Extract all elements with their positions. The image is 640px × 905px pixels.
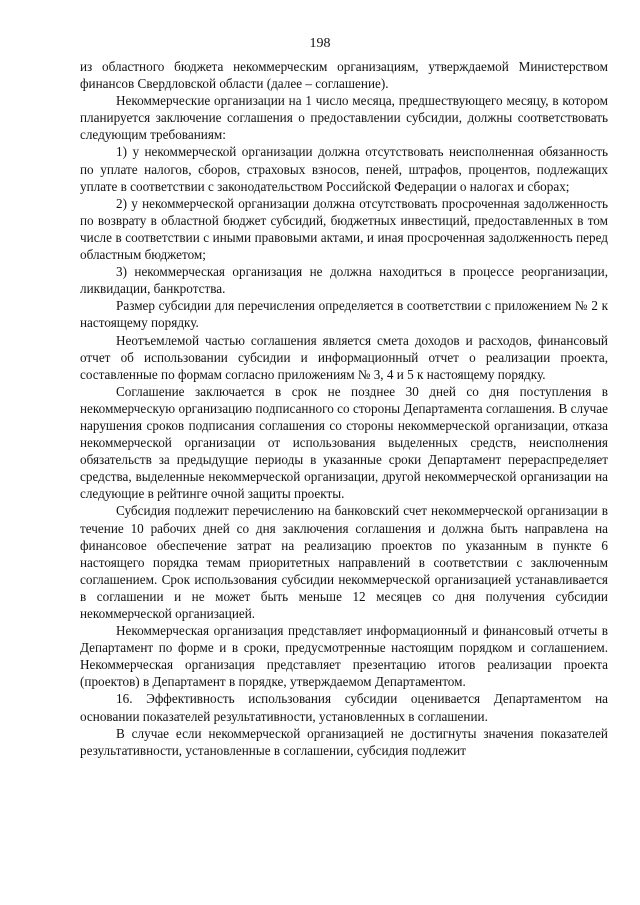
document-body — [80, 58, 608, 759]
paragraph-agreement-term: Соглашение заключается в срок не позднее 30 дней со дня поступления в некоммерческую организацию подписанного со стороны Департамента соглашения. В случае нарушения сроков подписания соглашения со стороны некоммерческой организации, отказа некоммерческой организации от использования выделенных средств, неисполнения обязательств за предыдущие периоды в указанные сроки Департамент перераспределяет средства, выделенные некоммерческой организации, другой некоммерческой организации на следующие в рейтинге очной защиты проекты. — [80, 383, 608, 502]
paragraph-requirement-1: 1) у некоммерческой организации должна отсутствовать неисполненная обязанность по уплате налогов, сборов, страховых взносов, пеней, штрафов, процентов, подлежащих уплате в соответствии с законодательством Российской Федерации о налогах и сборах; — [80, 144, 608, 194]
paragraph-agreement-annexes: Неотъемлемой частью соглашения является смета доходов и расходов, финансовый отчет об использовании субсидии и информационный отчет о реализации проекта, составленные по формам согласно приложениям № 3, 4 и 5 к настоящему порядку. — [80, 332, 608, 382]
paragraph-requirement-3: 3) некоммерческая организация не должна находиться в процессе реорганизации, ликвидации, банкротства. — [80, 264, 608, 297]
paragraph-requirement-2: 2) у некоммерческой организации должна отсутствовать просроченная задолженность по возврату в областной бюджет субсидий, бюджетных инвестиций, предоставленных в том числе в соответствии с иными правовыми актами, и иная просроченная задолженность перед областным бюджетом; — [80, 195, 608, 263]
paragraph-reporting: Некоммерческая организация представляет информационный и финансовый отчеты в Департамент по форме и в сроки, предусмотренные настоящим порядком и соглашением. Некоммерческая организация представляет презентацию итогов реализации проекта (проектов) в Департамент в порядке, утверждаемом Департаментом. — [80, 623, 608, 690]
paragraph-subsidy-transfer: Субсидия подлежит перечислению на банковский счет некоммерческой организации в течение 10 рабочих дней со дня заключения соглашения и должна быть направлена на финансовое обеспечение затрат на реализацию проектов по указанным в пункте 6 настоящего порядка темам приоритетных направлений в соответствии с заключенным соглашением. Срок использования субсидии некоммерческой организацией устанавливается в соглашении и не может быть меньше 12 месяцев со дня получения субсидии некоммерческой организацией. — [80, 503, 608, 621]
paragraph-subsidy-amount: Размер субсидии для перечисления определяется в соответствии с приложением № 2 к настоящему порядку. — [80, 298, 608, 331]
page-number: 198 — [309, 36, 331, 51]
paragraph-requirements-intro: Некоммерческие организации на 1 число месяца, предшествующего месяцу, в котором планируется заключение соглашения о предоставлении субсидии, должны соответствовать следующим требованиям: — [80, 93, 608, 143]
paragraph-indicators-not-met: В случае если некоммерческой организацией не достигнуты значения показателей результативности, установленные в соглашении, субсидия подлежит — [80, 725, 608, 758]
paragraph-agreement-definition: из областного бюджета некоммерческим организациям, утверждаемой Министерством финансов Свердловской области (далее – соглашение). — [80, 59, 608, 92]
paragraph-effectiveness: 16. Эффективность использования субсидии оценивается Департаментом на основании показателей результативности, установленных в соглашении. — [80, 691, 608, 724]
